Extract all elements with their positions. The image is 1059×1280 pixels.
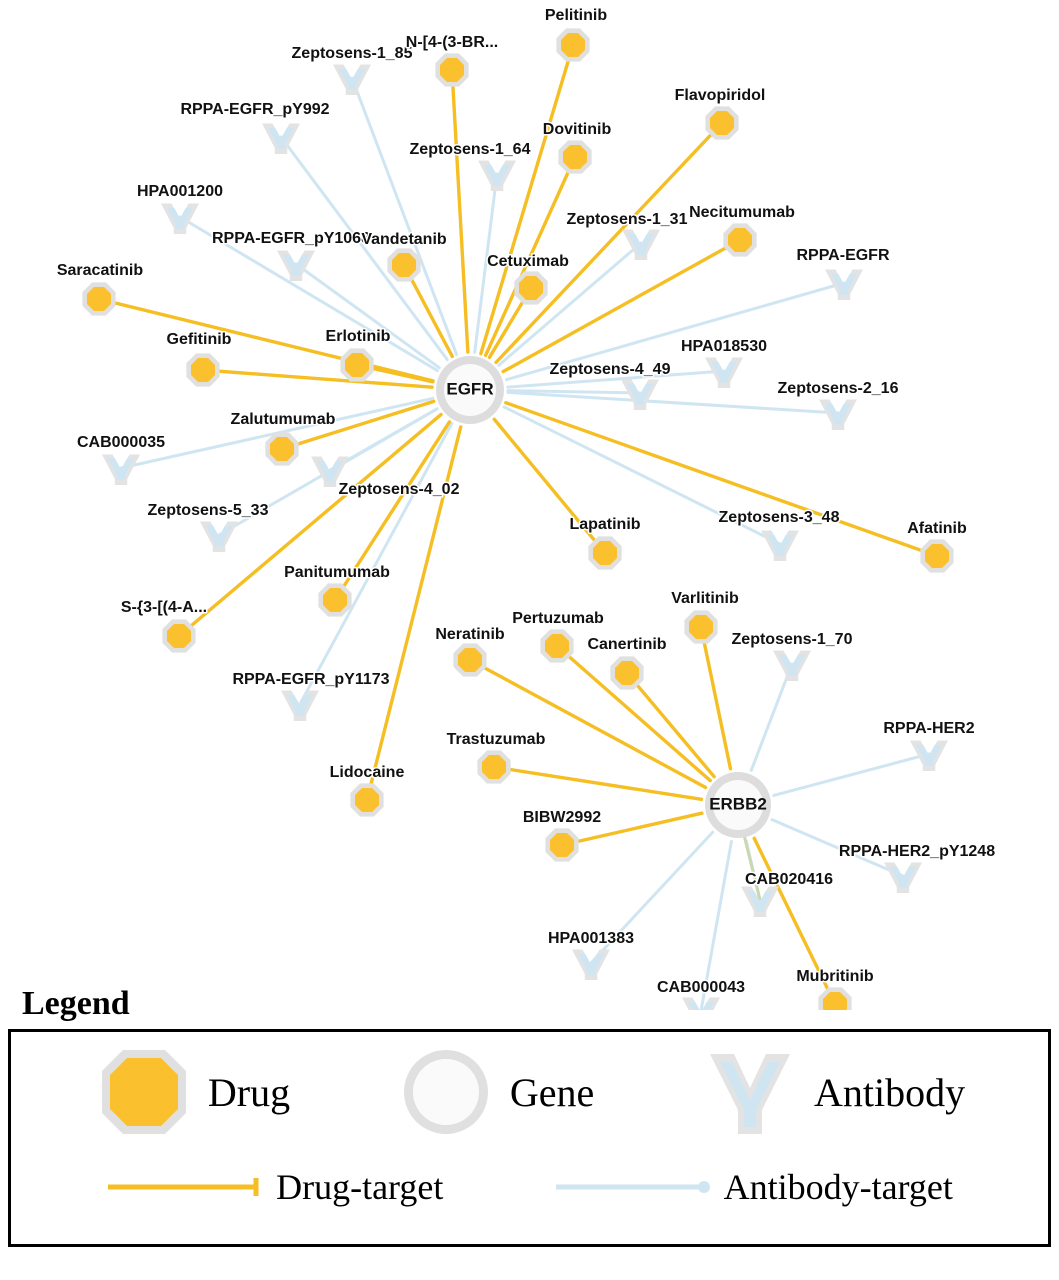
antibody-label: HPA018530 [681,338,767,356]
drug-label: Varlitinib [671,590,739,608]
antibody-label: Zeptosens-1_31 [566,211,688,229]
antibody-node[interactable] [825,269,863,300]
graph-edge [701,627,730,769]
drug-node[interactable] [920,539,953,572]
gene-icon [396,1042,496,1142]
drug-icon [323,588,347,612]
legend-edge-row [11,1152,1048,1222]
drug-edge-icon [106,1175,266,1199]
antibody-label: Zeptosens-1_64 [409,141,531,159]
antibody-node[interactable] [621,379,659,410]
drug-label: Afatinib [907,520,967,538]
drug-label: Zalutumumab [230,411,336,429]
legend-box [8,1029,1051,1247]
antibody-label: Zeptosens-5_33 [147,502,269,520]
drug-node[interactable] [350,783,383,816]
drug-label: Trastuzumab [446,731,546,749]
antibody-node[interactable] [572,949,610,980]
antibody-label: HPA001200 [137,183,223,201]
graph-edge [627,673,714,777]
drug-node[interactable] [588,536,621,569]
legend-label-drug: Drug [207,1069,291,1115]
drug-icon [519,276,543,300]
antibody-node[interactable] [333,64,371,95]
drug-icon [482,755,506,779]
drug-label: BIBW2992 [522,809,602,827]
legend-label-antibody-target: Antibody-target [723,1167,953,1207]
drug-node[interactable] [540,629,573,662]
legend-item-antibody-target [554,1166,953,1208]
drug-node[interactable] [435,53,468,86]
legend-item-drug-target [106,1166,443,1208]
drug-icon [94,1042,194,1142]
legend [0,985,1059,1247]
drug-label: Erlotinib [325,328,391,346]
drug-label: Gefitinib [166,331,232,349]
antibody-label: RPPA-EGFR_pY992 [180,101,330,119]
drug-label: Pelitinib [544,7,608,25]
antibody-node[interactable] [102,454,140,485]
antibody-node[interactable] [200,521,238,552]
antibody-node[interactable] [819,399,857,430]
antibody-label: Zeptosens-3_48 [718,509,840,527]
label-layer [57,7,995,996]
drug-node[interactable] [514,271,547,304]
gene-label: ERBB2 [709,794,767,814]
antibody-edge-icon [554,1175,714,1199]
drug-icon [615,661,639,685]
drug-node[interactable] [684,610,717,643]
drug-node[interactable] [265,432,298,465]
antibody-node[interactable] [741,886,779,917]
drug-label: Vandetanib [361,231,447,249]
antibody-label: CAB020416 [744,871,834,889]
graph-edge [774,754,929,795]
drug-label: Mubritinib [796,968,874,986]
antibody-node[interactable] [262,123,300,154]
antibody-label: Zeptosens-2_16 [777,380,899,398]
drug-icon [710,111,734,135]
drug-icon [345,353,369,377]
antibody-label: CAB000035 [76,434,166,452]
drug-icon [87,287,111,311]
antibody-node[interactable] [161,203,199,234]
drug-icon [561,33,585,57]
drug-node[interactable] [82,282,115,315]
drug-node[interactable] [453,643,486,676]
drug-icon [728,228,752,252]
legend-node-row [11,1032,1048,1152]
antibody-label: RPPA-EGFR_pY1173 [232,671,390,689]
antibody-label: Zeptosens-4_49 [549,361,671,379]
drug-icon [355,788,379,812]
antibody-node[interactable] [884,862,922,893]
drug-icon [458,648,482,672]
antibody-label: RPPA-HER2 [883,720,975,738]
drug-label: N-[4-(3-BR... [405,34,499,52]
drug-node[interactable] [162,619,195,652]
drug-node[interactable] [387,248,420,281]
antibody-label: Zeptosens-1_70 [731,631,853,649]
gene-label: EGFR [446,379,494,399]
drug-node[interactable] [556,28,589,61]
drug-icon [191,358,215,382]
drug-node[interactable] [477,750,510,783]
drug-label: Lidocaine [329,764,405,782]
antibody-node[interactable] [281,690,319,721]
antibody-label: Zeptosens-1_85 [291,45,413,63]
drug-node[interactable] [610,656,643,689]
graph-edge [452,70,468,352]
graph-edge [352,78,457,354]
drug-node[interactable] [545,828,578,861]
drug-label: Flavopiridol [674,87,766,105]
drug-icon [563,145,587,169]
antibody-label: RPPA-HER2_pY1248 [838,843,996,861]
antibody-node[interactable] [773,650,811,681]
drug-label: Lapatinib [569,516,641,534]
legend-item-gene [396,1042,594,1142]
antibody-label: HPA001383 [548,930,634,948]
drug-node[interactable] [318,583,351,616]
antibody-node[interactable] [761,530,799,561]
legend-label-gene: Gene [509,1069,595,1115]
antibody-node[interactable] [910,740,948,771]
drug-icon [925,544,949,568]
drug-icon [270,437,294,461]
drug-node[interactable] [186,353,219,386]
drug-icon [392,253,416,277]
drug-label: Dovitinib [542,121,612,139]
antibody-node[interactable] [277,250,315,281]
legend-label-antibody: Antibody [814,1069,966,1115]
drug-node[interactable] [558,140,591,173]
antibody-label: RPPA-EGFR_pY1068 [212,230,370,248]
drug-icon [440,58,464,82]
graph-edge [494,767,701,799]
antibody-label: Zeptosens-4_02 [338,481,460,499]
drug-label: Neratinib [435,626,505,644]
drug-icon [545,634,569,658]
drug-label: Necitumumab [689,204,795,222]
antibody-icon [700,1042,800,1142]
drug-node[interactable] [340,348,373,381]
legend-title: Legend [22,985,130,1022]
drug-icon [689,615,713,639]
drug-label: Cetuximab [487,253,569,271]
legend-item-drug [94,1042,290,1142]
antibody-label: CAB000043 [656,979,746,997]
drug-label: Pertuzumab [512,610,604,628]
drug-icon [593,541,617,565]
drug-label: S-{3-[(4-A... [120,599,208,617]
drug-node[interactable] [705,106,738,139]
antibody-label: RPPA-EGFR [796,247,890,265]
legend-label-drug-target: Drug-target [276,1167,444,1207]
antibody-node[interactable] [478,160,516,191]
legend-item-antibody [700,1042,965,1142]
drug-label: Canertinib [587,636,667,654]
drug-label: Panitumumab [284,564,390,582]
drug-label: Saracatinib [56,262,144,280]
drug-icon [550,833,574,857]
drug-icon [167,624,191,648]
drug-node[interactable] [723,223,756,256]
